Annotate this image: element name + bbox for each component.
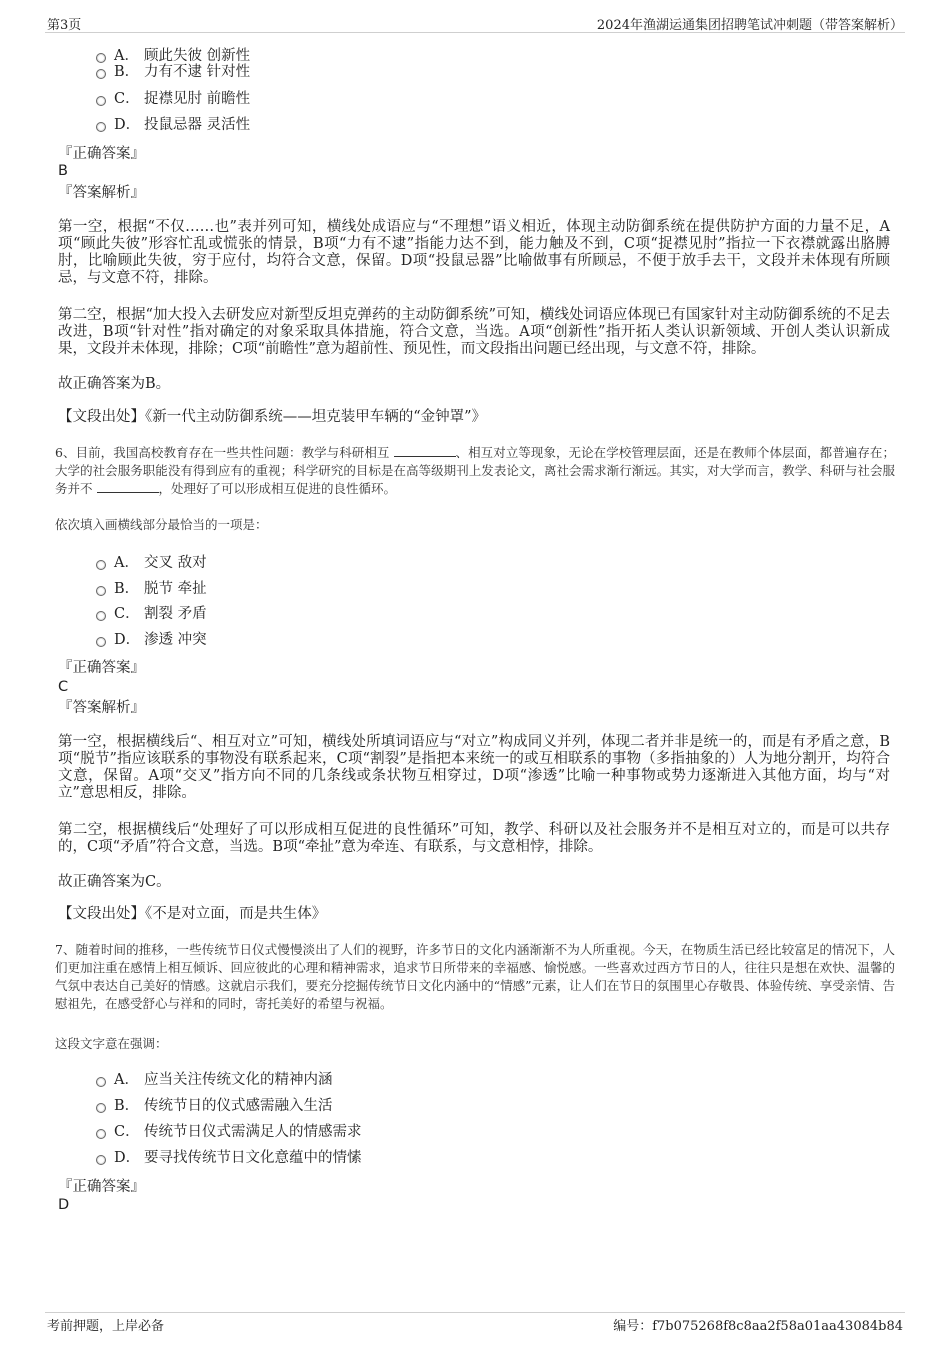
- q6-answer-label: 『正确答案』: [58, 660, 145, 676]
- q5-analysis-p2: 第二空，根据“加大投入去研发应对新型反坦克弹药的主动防御系统”可知，横线处词语应体现已有国家针对主动防御系统的不足去改进，B项“针对性”指对确定的对象采取具体措施，符合文意，当选。A项“创新性”指开拓人类认识新领域、开创人类认识新成果，文段并未体现，排除；C项“前瞻性”意为超前性、预见性，而文段指出问题已经出现，与文意不符，排除。: [58, 307, 890, 357]
- radio-icon[interactable]: [96, 122, 106, 132]
- radio-icon[interactable]: [96, 69, 106, 79]
- fill-blank-1: [394, 444, 456, 457]
- q6-analysis-p1: 第一空，根据横线后“、相互对立”可知，横线处所填词语应与“对立”构成同义并列，体现二者并非是统一的，而是有矛盾之意，B项“脱节”指应该联系的事物没有联系起来，C项“割裂”是指把本来统一的或互相联系的事物（多指抽象的）人为地分割开，均符合文意，保留。A项“交叉”指方向不同的几条线或条状物互相穿过，D项“渗透”比喻一种事物或势力逐渐进入其他方面，均与“对立”意思相反，排除。: [58, 734, 890, 801]
- q6-option-d[interactable]: D． 渗透 冲突: [96, 630, 207, 650]
- radio-icon[interactable]: [96, 96, 106, 106]
- q7-answer-label: 『正确答案』: [58, 1179, 145, 1195]
- q6-option-b[interactable]: B． 脱节 牵扯: [96, 579, 207, 599]
- radio-icon[interactable]: [96, 1155, 106, 1165]
- footer-slogan: 考前押题，上岸必备: [47, 1319, 165, 1334]
- q7-prompt: 这段文字意在强调：: [55, 1036, 168, 1051]
- q6-stem: 6、目前，我国高校教育存在一些共性问题：教学与科研相互 、相互对立等现象，无论在学校管理层面，还是在教师个体层面，都普遍存在；大学的社会服务职能没有得到应有的重视；科学研究的目标是在高等级期刊上发表论文，离社会需求渐行渐远。其实，对大学而言，教学、科研与社会服务并不 ，处理好了可以形成相互促进的良性循环。: [55, 445, 895, 496]
- page-footer: [45, 1312, 905, 1333]
- document-title: 2024年渔湖运通集团招聘笔试冲刺题（带答案解析）: [596, 18, 903, 33]
- document-code: 编号：f7b075268f8c8aa2f58a01aa43084b84: [613, 1319, 903, 1334]
- q6-analysis-p2: 第二空，根据横线后“处理好了可以形成相互促进的良性循环”可知，教学、科研以及社会服务并不是相互对立的，而是可以共存的，C项“矛盾”符合文意，当选。B项“牵扯”意为牵连、有联系，与文意相悖，排除。: [58, 822, 890, 855]
- q5-answer: B: [58, 163, 68, 179]
- radio-icon[interactable]: [96, 1077, 106, 1087]
- q6-answer: C: [58, 679, 69, 695]
- q6-option-a[interactable]: A． 交叉 敌对: [96, 553, 207, 573]
- radio-icon[interactable]: [96, 637, 106, 647]
- q5-analysis-p1: 第一空，根据“不仅……也”表并列可知，横线处成语应与“不理想”语义相近，体现主动防御系统在提供防护方面的力量不足，A项“顾此失彼”形容忙乱或慌张的情景，B项“力有不逮”指能力达不到，能力触及不到，C项“捉襟见肘”指拉一下衣襟就露出胳膊肘，比喻顾此失彼，穷于应付，均符合文意，保留。D项“投鼠忌器”比喻做事有所顾忌，不便于放手去干，文段并未体现有所顾忌，与文意不符，排除。: [58, 219, 890, 286]
- q7-answer: D: [58, 1197, 70, 1213]
- q5-analysis-label: 『答案解析』: [58, 185, 145, 201]
- q6-source: 【文段出处】《不是对立面，而是共生体》: [58, 906, 327, 922]
- radio-icon[interactable]: [96, 611, 106, 621]
- q5-option-a[interactable]: A． 顾此失彼 创新性: [96, 46, 250, 66]
- radio-icon[interactable]: [96, 1103, 106, 1113]
- q7-option-c[interactable]: C． 传统节日仪式需满足人的情感需求: [96, 1122, 362, 1142]
- q6-analysis-label: 『答案解析』: [58, 700, 145, 716]
- page-header: [45, 14, 905, 33]
- q7-option-a[interactable]: A． 应当关注传统文化的精神内涵: [96, 1070, 333, 1090]
- radio-icon[interactable]: [96, 1129, 106, 1139]
- q6-prompt: 依次填入画横线部分最恰当的一项是：: [55, 517, 268, 532]
- q7-option-d[interactable]: D． 要寻找传统节日文化意蕴中的情愫: [96, 1148, 362, 1168]
- q7-stem: 7、随着时间的推移，一些传统节日仪式慢慢淡出了人们的视野，许多节日的文化内涵渐渐不为人所重视。今天，在物质生活已经比较富足的情况下，人们更加注重在感情上相互倾诉、回应彼此的心理和精神需求，追求节日所带来的幸福感、愉悦感。一些喜欢过西方节日的人，往往只是想在欢快、温馨的气氛中表达自己美好的情感。这就启示我们，要充分挖掘传统节日文化内涵中的“情感”元素，让人们在节日的氛围里心存敬畏、体验传统、享受亲情、告慰祖先，在感受舒心与祥和的同时，寄托美好的希望与祝福。: [55, 942, 895, 1011]
- page-number: 第3页: [47, 18, 82, 33]
- q6-option-c[interactable]: C． 割裂 矛盾: [96, 604, 207, 624]
- q5-source: 【文段出处】《新一代主动防御系统——坦克装甲车辆的“金钟罩”》: [58, 409, 487, 425]
- q5-answer-label: 『正确答案』: [58, 146, 145, 162]
- q5-analysis-conclusion: 故正确答案为B。: [58, 376, 171, 392]
- radio-icon[interactable]: [96, 586, 106, 596]
- q5-option-b[interactable]: B． 力有不逮 针对性: [96, 62, 250, 82]
- radio-icon[interactable]: [96, 560, 106, 570]
- q5-option-d[interactable]: D． 投鼠忌器 灵活性: [96, 115, 250, 135]
- q7-option-b[interactable]: B． 传统节日的仪式感需融入生活: [96, 1096, 333, 1116]
- q6-analysis-conclusion: 故正确答案为C。: [58, 874, 171, 890]
- fill-blank-2: [97, 480, 159, 493]
- q5-option-c[interactable]: C． 捉襟见肘 前瞻性: [96, 89, 250, 109]
